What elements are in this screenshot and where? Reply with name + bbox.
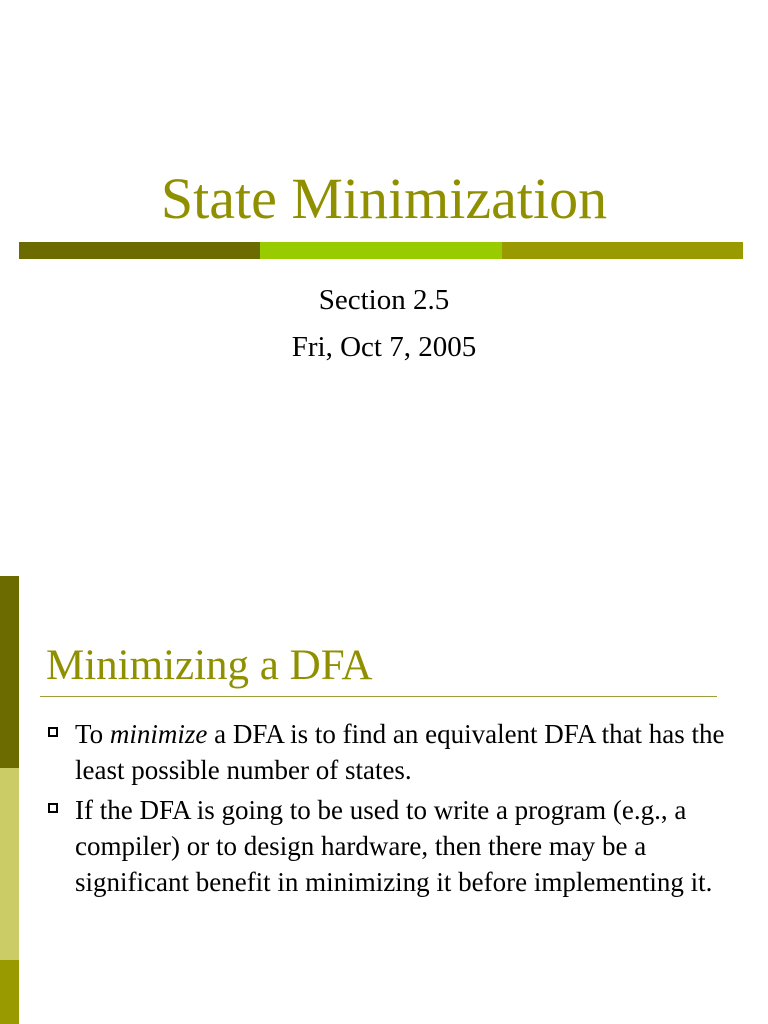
side-bar-segment-olive: [0, 960, 19, 1024]
side-decoration-bar: [0, 576, 19, 1024]
subtitle-section: Section 2.5: [318, 284, 450, 316]
decoration-bar-segment-olive: [502, 242, 743, 259]
decoration-bar-segment-dark: [19, 242, 260, 259]
title-decoration-bar: [19, 242, 743, 259]
bullet-emphasis: minimize: [109, 719, 208, 749]
slide-heading: Minimizing a DFA: [46, 642, 373, 689]
bullet-list: [46, 716, 726, 904]
content-slide: [0, 576, 768, 1024]
side-bar-segment-dark: [0, 576, 19, 768]
bullet-item: [46, 716, 726, 788]
decoration-bar-segment-green: [260, 242, 501, 259]
bullet-item: [46, 792, 726, 900]
slide-title: State Minimization: [160, 166, 608, 231]
bullet-text-before: To: [75, 719, 110, 749]
bullet-text: If the DFA is going to be used to write a program (e.g., a compiler) or to design hardware, then there may be a significant benefit in minimizing it before implementing it.: [75, 795, 713, 897]
heading-underline: [40, 696, 717, 697]
hollow-square-bullet-icon: [48, 803, 58, 813]
subtitle-date: Fri, Oct 7, 2005: [291, 331, 477, 363]
side-bar-segment-light: [0, 768, 19, 960]
hollow-square-bullet-icon: [48, 727, 58, 737]
bullet-text-after: a DFA is to find an equivalent DFA that has the least possible number of states.: [75, 719, 725, 785]
